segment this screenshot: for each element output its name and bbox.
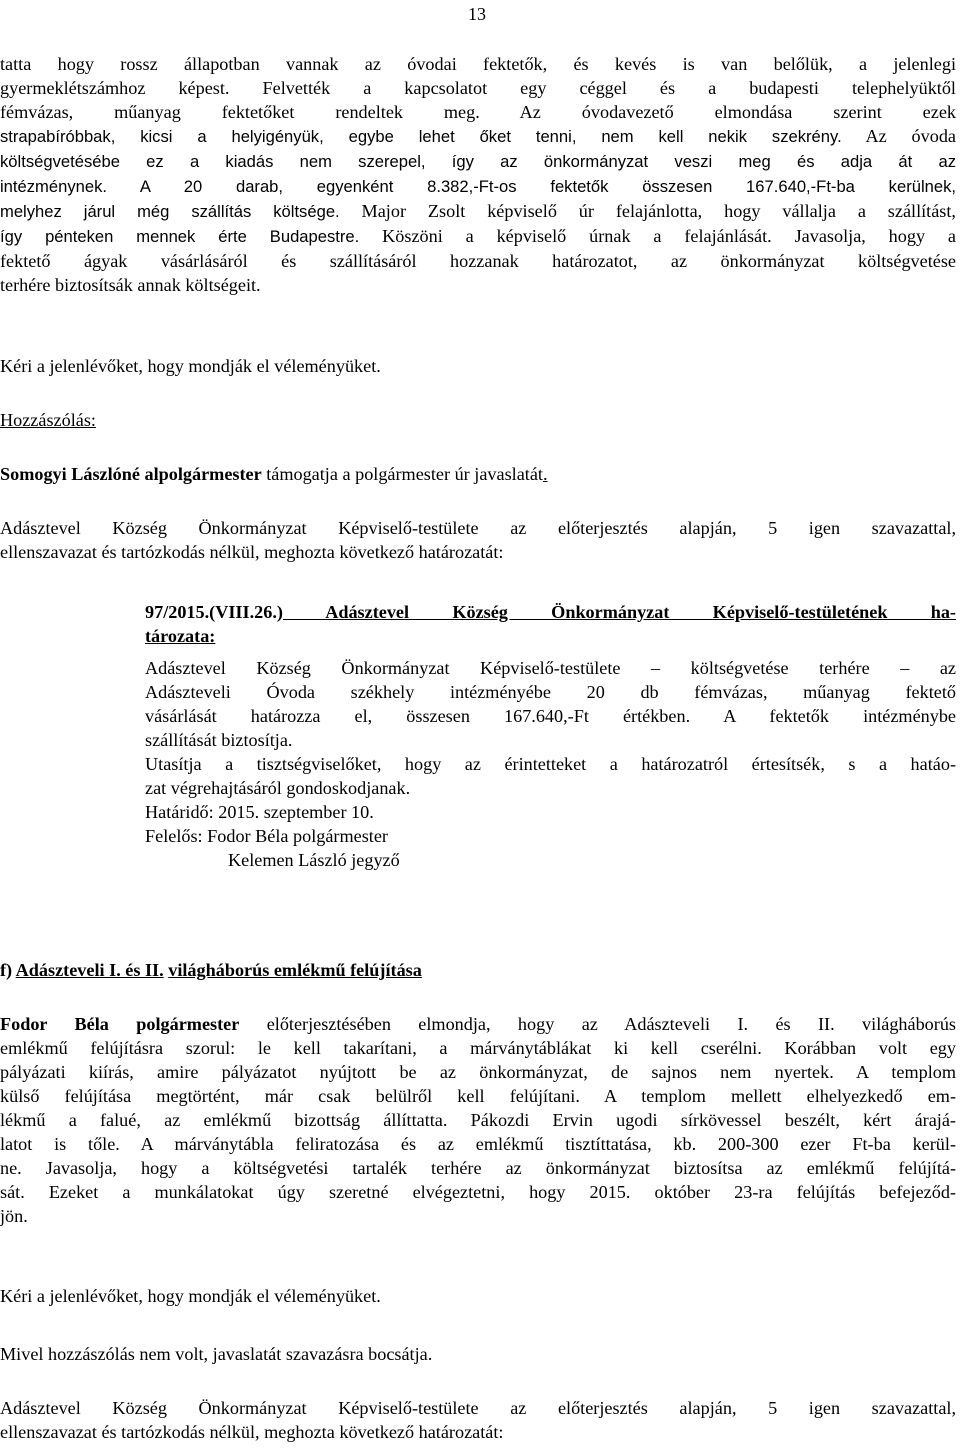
vote-paragraph xyxy=(0,516,956,564)
text-line: ellenszavazat és tartózkodás nélkül, meghozta következő határozatát: xyxy=(0,542,504,562)
text-line xyxy=(0,199,956,224)
resolution-heading: Adásztevel Község Önkormányzat Képviselő-testületének ha- xyxy=(282,602,956,622)
text-line: Adásztevel Község Önkormányzat Képviselő-testülete az előterjesztés alapján, 5 igen szavazattal, xyxy=(0,518,956,538)
serif-text: Köszöni a képviselő úrnak a felajánlását. Javasolja, hogy a xyxy=(359,226,956,246)
resolution-body xyxy=(145,656,956,872)
sans-text: intézménynek. A 20 darab, egyenként 8.382,-Ft-os fektetők összesen 167.640,-Ft-ba kerülnek, xyxy=(0,177,956,196)
sans-text: költségvetésébe ez a kiadás nem szerepel, így az önkormányzat veszi meg és adja át az xyxy=(0,152,956,171)
section-title-part-1: Adászteveli I. és II. xyxy=(15,960,164,980)
text-line: gyermeklétszámhoz képest. Felvették a kapcsolatot egy céggel és a budapesti telephelyüktől xyxy=(0,78,956,98)
section-heading xyxy=(0,958,956,982)
text-line: lékmű a falué, az emlékmű bizottság állíttatta. Pákozdi Ervin ugodi sírkövessel beszélt, kért árajá- xyxy=(0,1110,956,1130)
ask-opinion: Kéri a jelenlévőket, hogy mondják el véleményüket. xyxy=(0,1286,381,1306)
speaker-name: Somogyi Lászlóné alpolgármester xyxy=(0,464,262,484)
text-line: ellenszavazat és tartózkodás nélkül, meghozta következő határozatát: xyxy=(0,1422,504,1442)
resolution-number: 97/2015.(VIII.26.) xyxy=(145,602,283,622)
text-line xyxy=(0,1012,956,1036)
serif-text: Major Zsolt képviselő úr felajánlotta, hogy vállalja a szállítást, xyxy=(339,201,956,221)
text-line: Adászteveli Óvoda székhely intézményébe 20 db fémvázas, műanyag fektető xyxy=(145,682,956,702)
responsible-secondary: Kelemen László jegyző xyxy=(228,850,400,870)
text-line: jön. xyxy=(0,1206,28,1226)
sans-text: melyhez járul még szállítás költsége. xyxy=(0,202,340,221)
mayor-text: előterjesztésében elmondja, hogy az Adászteveli I. és II. világháborús xyxy=(239,1014,956,1034)
text-line: ne. Javasolja, hogy a költségvetési tartalék terhére az önkormányzat biztosítsa az emlékmű felújítá- xyxy=(0,1158,956,1178)
text-line: terhére biztosítsák annak költségeit. xyxy=(0,275,261,295)
text-line: fektető ágyak vásárlásáról és szállításáról hozzanak határozatot, az önkormányzat költségvetése xyxy=(0,251,956,271)
text-line: pályázati kiírás, amire pályázatot nyújtott be az önkormányzat, de sajnos nem nyertek. A templom xyxy=(0,1062,956,1082)
text-line: zat végrehajtásáról gondoskodjanak. xyxy=(145,778,411,798)
page-number: 13 xyxy=(468,4,486,24)
text-line: Adásztevel Község Önkormányzat Képviselő-testülete – költségvetése terhére – az xyxy=(145,658,956,678)
mayor-paragraph xyxy=(0,1012,956,1228)
text-line: tározata: xyxy=(145,626,216,646)
text-line xyxy=(0,149,956,174)
text-line xyxy=(145,600,956,624)
no-comment-statement: Mivel hozzászólás nem volt, javaslatát szavazásra bocsátja. xyxy=(0,1344,433,1364)
text-line: Adásztevel Község Önkormányzat Képviselő-testülete az előterjesztés alapján, 5 igen szavazattal, xyxy=(0,1398,956,1418)
resolution-title xyxy=(145,600,956,648)
text-line: külső felújítása megtörtént, már csak belülről kell felújítani. A templom mellett elhelyezkedő em- xyxy=(0,1086,956,1106)
speaker-text: támogatja a polgármester úr javaslatát xyxy=(261,464,543,484)
text-line: Utasítja a tisztségviselőket, hogy az érintetteket a határozatról értesítsék, s a hatáо- xyxy=(145,754,956,774)
text-line: emlékmű felújításra szorul: le kell takarítani, a márványtáblákat ki kell cserélni. Korábban volt egy xyxy=(0,1038,956,1058)
ask-opinion: Kéri a jelenlévőket, hogy mondják el véleményüket. xyxy=(0,356,381,376)
deadline: Határidő: 2015. szeptember 10. xyxy=(145,802,374,822)
speaker-statement xyxy=(0,462,956,486)
intro-paragraph xyxy=(0,52,956,297)
sans-text: így pénteken mennek érte Budapestre. xyxy=(0,227,360,246)
text-line xyxy=(0,174,956,199)
section-letter: f) xyxy=(0,960,13,980)
text-line: szállítását biztosítja. xyxy=(145,730,293,750)
text-line xyxy=(0,224,956,249)
text-line: vásárlását határozza el, összesen 167.640,-Ft értékben. A fektetők intézménybe xyxy=(145,706,956,726)
serif-text: Az óvoda xyxy=(841,126,956,146)
responsible: Felelős: Fodor Béla polgármester xyxy=(145,826,388,846)
text-line: fémvázas, műanyag fektetőket rendeltek meg. Az óvodavezető elmondása szerint ezek xyxy=(0,102,956,122)
text-line xyxy=(0,124,956,149)
text-line: sát. Ezeket a munkálatokat úgy szeretné elvégeztetni, hogy 2015. október 23-ra felújítás befejeződ- xyxy=(0,1182,956,1202)
sans-text: strapabíróbbak, kicsi a helyigényük, egybe lehet őket tenni, nem kell nekik szekrény. xyxy=(0,127,842,146)
section-title-part-2: világháborús emlékmű felújítása xyxy=(168,960,422,980)
comments-label: Hozzászólás: xyxy=(0,410,96,430)
mayor-name: Fodor Béla polgármester xyxy=(0,1014,240,1034)
speaker-dot: . xyxy=(542,464,548,484)
vote-paragraph xyxy=(0,1396,956,1444)
text-line: tatta hogy rossz állapotban vannak az óvodai fektetők, és kevés is van belőlük, a jelenlegi xyxy=(0,54,956,74)
text-line: latot is tőle. A márványtábla feliratozása és az emlékmű tisztíttatása, kb. 200-300 ezer Ft-ba kerül- xyxy=(0,1134,956,1154)
